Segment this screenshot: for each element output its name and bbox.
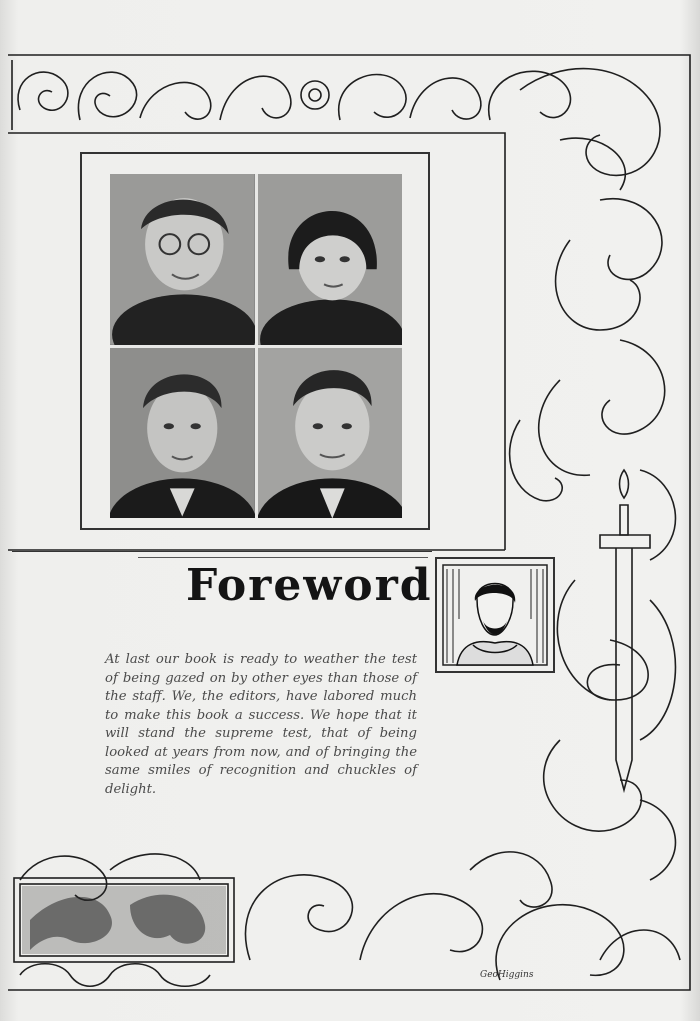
page-title: Foreword [186, 560, 433, 611]
artist-signature: GeoHiggins [480, 970, 534, 980]
portrait-young-man-1 [110, 348, 255, 519]
title-rule [12, 551, 432, 552]
portrait-frame [80, 152, 430, 530]
foreword-text: At last our book is ready to weather the test of being gazed on by other eyes than those of the staff. We, the editors, have labored much to make this book a success. We hope that it will stand the supreme test, that of being looked at years from now, and of bringing the same smiles of recognition and chuckles of delight. [105, 652, 417, 797]
woodcut-portrait [435, 557, 555, 673]
portrait-young-man-2 [258, 348, 403, 519]
portrait-woman-glasses [110, 174, 255, 345]
portrait-grid [110, 174, 402, 518]
portrait-girl-bob [258, 174, 403, 345]
